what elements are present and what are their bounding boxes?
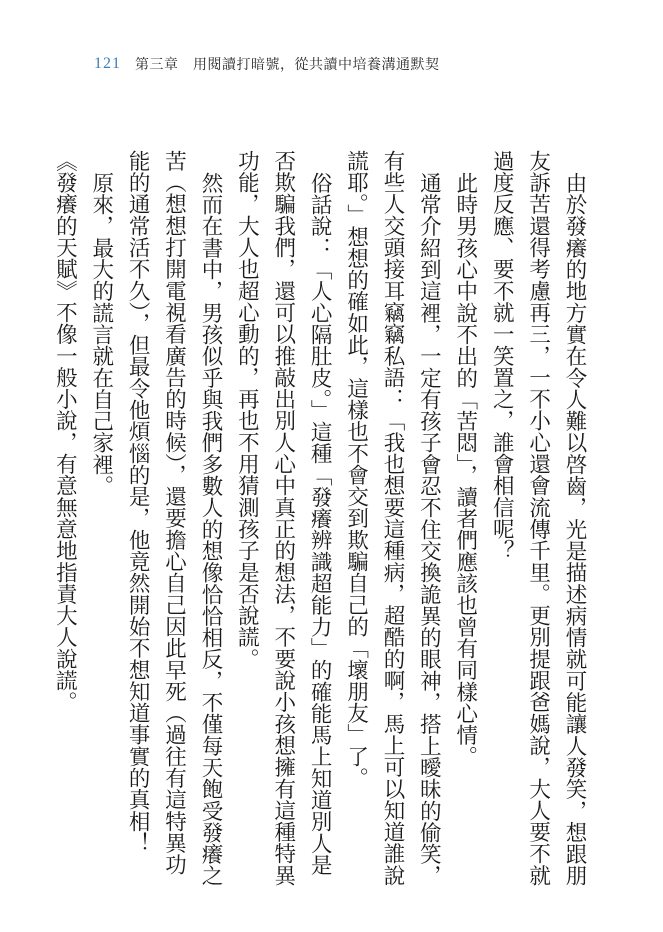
paragraph: 原來，最大的謊言就在自己家裡。 [88,171,114,497]
page-number: 121 [94,55,121,72]
running-header [94,54,440,74]
paragraph: 《發癢的天賦》不像一般小說，有意無意地指責大人說謊。 [52,150,78,713]
paragraph: 然而在書中，男孩似乎與我們多數人的想像恰恰相反，不僅每天飽受發癢之苦（想想打開電視看廣告的時候），還要擔心自己因此早死（過往有這特異功能的通常活不久），但最令他煩惱的是，他竟然開始不想知道事實的真相！ [125,150,223,886]
chapter-running-title: 第三章 用閱讀打暗號，從共讀中培養溝通默契 [135,57,440,73]
paragraph: 此時男孩心中說不出的「苦悶」，讀者們應該也曾有同樣心情。 [452,171,478,767]
paragraph: 通常介紹到這裡，一定有孩子會忍不住交換詭異的眼神，搭上曖昧的偷笑，有些人交頭接耳竊竊私語：「我也想要這種病，超酷的啊，馬上可以知道誰說謊耶。」想想的確如此，這樣也不會交到欺騙自己的「壞朋友」了。 [343,150,442,887]
paragraph: 由於發癢的地方實在令人難以啓齒，光是描述病情就可能讓人發笑，想跟朋友訴苦還得考慮再三，一不小心還會流傳千里。更別提跟爸媽說，大人要不就過度反應、要不就一笑置之，誰會相信呢？ [489,150,587,887]
body-text [52,150,592,890]
paragraph: 俗話說：「人心隔肚皮。」這種「發癢辨識超能力」的確能馬上知道別人是否欺騙我們，還可以推敲出別人心中真正的想法，不要說小孩想擁有這種特異功能，大人也超心動的，再也不用猜測孩子是否說謊。 [234,150,333,887]
